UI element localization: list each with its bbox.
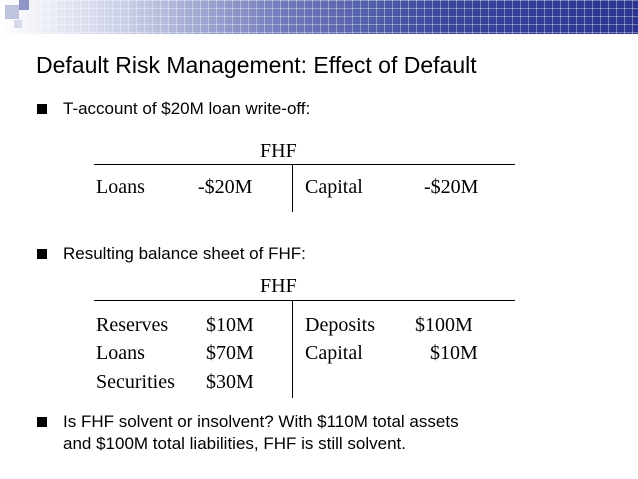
liability-label: Deposits (305, 314, 375, 336)
asset-label: Securities (96, 371, 175, 393)
bullet-text: Resulting balance sheet of FHF: (63, 244, 306, 263)
decorative-square (19, 0, 29, 10)
taccount-top-rule (94, 300, 515, 301)
liability-label: Capital (305, 342, 363, 364)
taccount-heading: FHF (260, 275, 297, 297)
liability-label: Capital (305, 176, 363, 198)
asset-label: Reserves (96, 314, 169, 336)
asset-value: -$20M (198, 176, 253, 198)
taccount-heading: FHF (260, 140, 297, 162)
liability-value: $100M (415, 314, 473, 336)
bullet-square-icon (37, 104, 47, 114)
liability-value: $10M (430, 342, 478, 364)
slide-title: Default Risk Management: Effect of Default (36, 52, 477, 78)
bullet-text: Is FHF solvent or insolvent? With $110M total assets (63, 412, 459, 431)
asset-value: $10M (206, 314, 254, 336)
taccount-top-rule (94, 164, 515, 165)
taccount-divider (292, 164, 293, 212)
taccount-divider (292, 300, 293, 398)
bullet-square-icon (37, 417, 47, 427)
asset-value: $30M (206, 371, 254, 393)
asset-label: Loans (96, 342, 145, 364)
asset-label: Loans (96, 176, 145, 198)
decorative-square (5, 5, 19, 19)
bullet-text: T-account of $20M loan write-off: (63, 99, 311, 118)
bullet-square-icon (37, 249, 47, 259)
decorative-square (14, 20, 22, 28)
bullet-text-continuation: and $100M total liabilities, FHF is still solvent. (63, 434, 406, 453)
asset-value: $70M (206, 342, 254, 364)
header-tile-pattern (0, 0, 638, 34)
liability-value: -$20M (424, 176, 479, 198)
